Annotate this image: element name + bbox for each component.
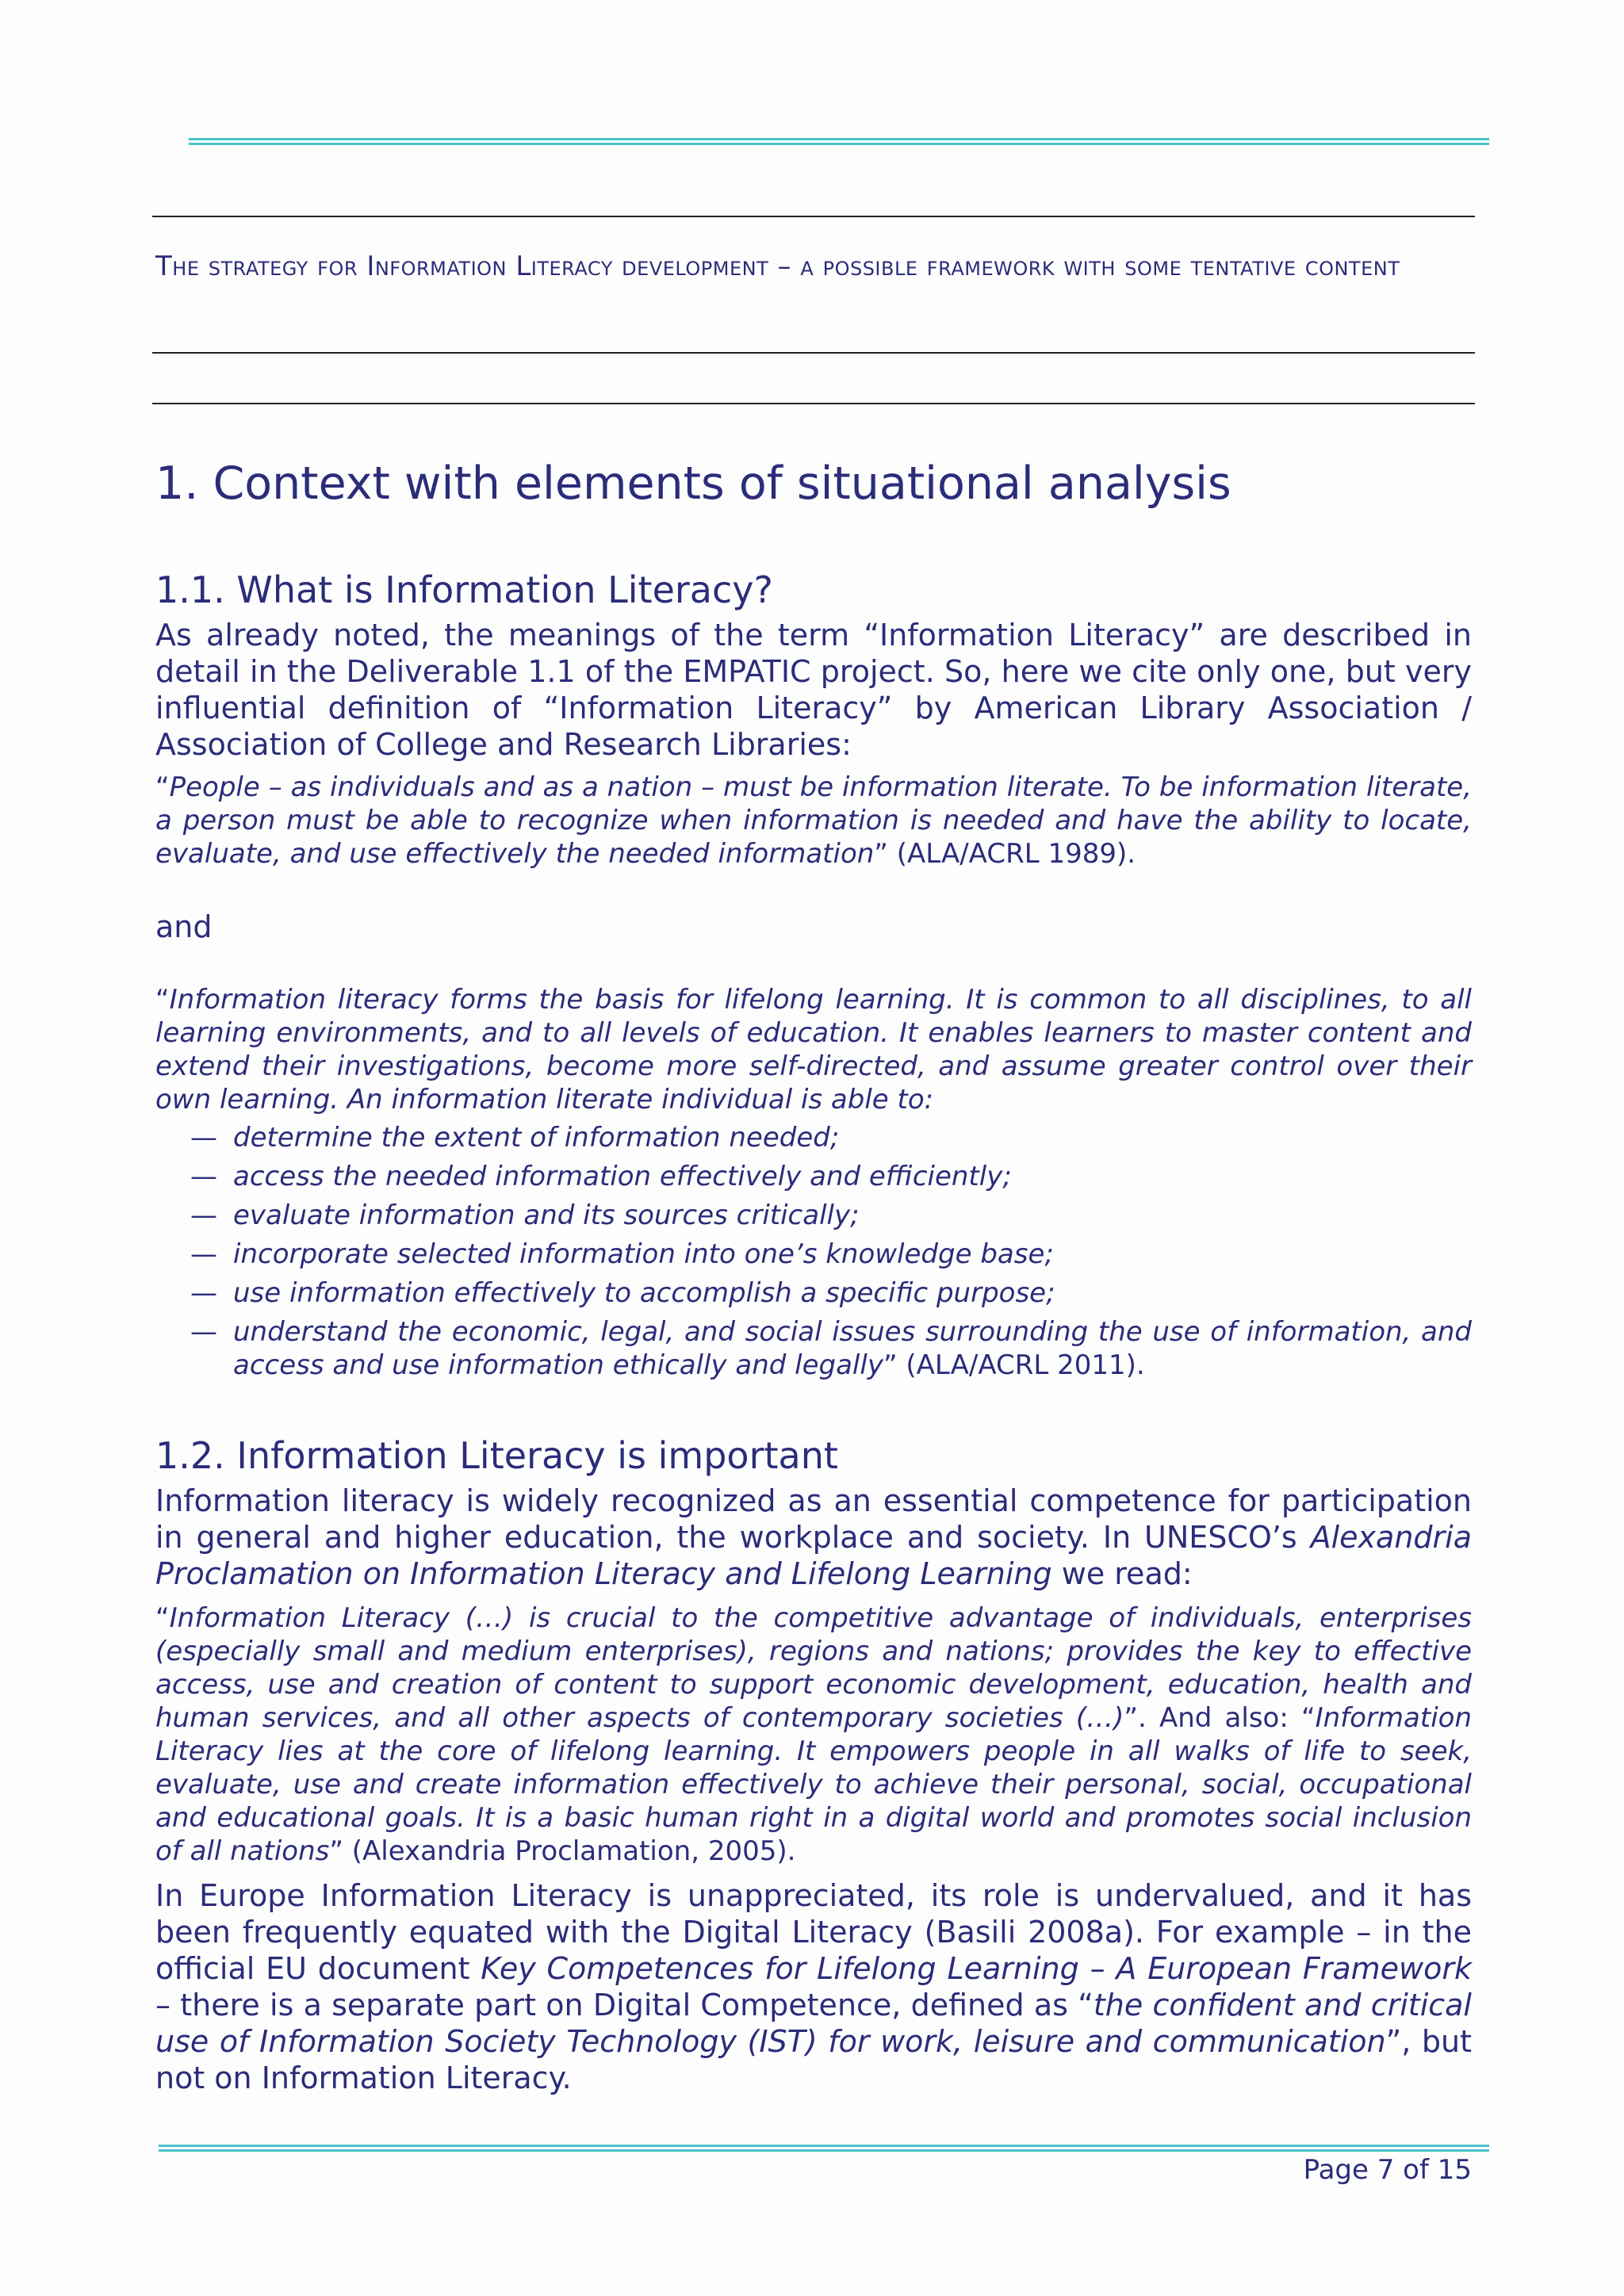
list-item	[155, 1315, 1472, 1382]
quote-connector: ”. And also: “	[1124, 1702, 1316, 1734]
title-bottom-rule	[152, 352, 1475, 354]
paragraph-text: In Europe Information Literacy is unappreciated, its role is undervalued, and it has been frequently equated with the Digital Literacy (Basili 2008a). For example – in the official EU document	[155, 1878, 1472, 1986]
list-item-text: incorporate selected information into one’s knowledge base;	[233, 1238, 1054, 1270]
list-item	[155, 1199, 1472, 1232]
list-item	[155, 1160, 1472, 1193]
quote-citation: ” (ALA/ACRL 2011).	[883, 1349, 1145, 1381]
paragraph-emphasis: the confident and critical use of Information Society Technology (IST) for work, leisure and communication	[155, 1988, 1472, 2059]
section-1-2-heading: 1.2. Information Literacy is important	[155, 1434, 838, 1477]
dash-bullet: —	[190, 1161, 217, 1192]
header-decorative-rule	[189, 138, 1489, 145]
quote-open-mark: “	[155, 1602, 170, 1634]
section-1-1-paragraph: As already noted, the meanings of the term “Information Literacy” are described in detail in the Deliverable 1.1 of the EMPATIC project. So, here we cite only one, but very influential definition of “Information Literacy” by American Library Association / Association of College and Research Libraries:	[155, 618, 1472, 762]
paragraph-text: – there is a separate part on Digital Competence, defined as “	[155, 1988, 1094, 2022]
dash-bullet: —	[190, 1316, 217, 1348]
quote-text: Information Literacy (…) is crucial to the competitive advantage of individuals, enterprises (especially small and medium enterprises), regions and nations; provides the key to effective access, use and creation of content to support economic development, education, health and human services, and all other aspects of contemporary societies (…)	[155, 1602, 1472, 1734]
title-top-rule	[152, 216, 1475, 217]
paragraph-emphasis: Key Competences for Lifelong Learning – A European Framework	[481, 1951, 1472, 1986]
list-item	[155, 1121, 1472, 1154]
list-item-text: understand the economic, legal, and social issues surrounding the use of information, and access and use information ethically and legally	[233, 1316, 1472, 1381]
list-item	[155, 1276, 1472, 1310]
section-1-1	[155, 566, 1472, 1387]
section-1-2-paragraph-2	[155, 1877, 1472, 2096]
section-1	[155, 455, 1472, 512]
competence-list	[155, 1121, 1472, 1382]
quote-text: People – as individuals and as a nation – must be information literate. To be information literate, a person must be able to recognize when information is needed and have the ability to locate, evaluate, and use effectively the needed information	[155, 771, 1472, 870]
and-connector: and	[155, 909, 213, 944]
document-title: The strategy for Information Literacy development – a possible framework with some tentative content	[155, 251, 1400, 282]
list-item-text: use information effectively to accomplish a specific purpose;	[233, 1277, 1055, 1309]
quote-text: Information literacy forms the basis for lifelong learning. It is common to all disciplines, to all learning environments, and to all levels of education. It enables learners to master content and extend their investigations, become more self-directed, and assume greater control over their own learning. An information literate individual is able to:	[155, 984, 1472, 1115]
alexandria-quote	[155, 1601, 1472, 1868]
page-number: Page 7 of 15	[1303, 2154, 1472, 2186]
list-item-text: access the needed information effectively and efficiently;	[233, 1161, 1012, 1192]
list-item	[155, 1238, 1472, 1271]
paragraph-text: we read:	[1051, 1556, 1193, 1591]
paragraph-emphasis: Alexandria Proclamation on Information Literacy and Lifelong Learning	[155, 1520, 1472, 1591]
quote-citation: ” (Alexandria Proclamation, 2005).	[329, 1835, 796, 1867]
section-1-heading: 1. Context with elements of situational analysis	[155, 457, 1231, 510]
section-1-1-heading: 1.1. What is Information Literacy?	[155, 568, 773, 611]
list-item-text: determine the extent of information needed;	[233, 1122, 840, 1154]
dash-bullet: —	[190, 1122, 217, 1154]
quote-open-mark: “	[155, 984, 170, 1016]
quote-text: Information Literacy lies at the core of lifelong learning. It empowers people in all walks of life to seek, evaluate, use and create information effectively to achieve their personal, social, occupational and educational goals. It is a basic human right in a digital world and promotes social inclusion of all nations	[155, 1702, 1473, 1867]
paragraph-text: ”, but not on Information Literacy.	[155, 2024, 1472, 2095]
dash-bullet: —	[190, 1277, 217, 1309]
quote-open-mark: “	[155, 771, 170, 803]
section-rule	[152, 403, 1475, 404]
paragraph-text: Information literacy is widely recognized as an essential competence for participation in general and higher education, the workplace and society. In UNESCO’s	[155, 1483, 1472, 1555]
quote-citation: ” (ALA/ACRL 1989).	[874, 838, 1136, 870]
footer-decorative-rule	[159, 2145, 1489, 2152]
dash-bullet: —	[190, 1238, 217, 1270]
list-item-text: evaluate information and its sources critically;	[233, 1200, 860, 1231]
section-1-2-paragraph-1	[155, 1483, 1472, 1592]
ala-2011-quote	[155, 983, 1472, 1116]
ala-1989-quote	[155, 771, 1472, 871]
dash-bullet: —	[190, 1200, 217, 1231]
section-1-2	[155, 1432, 1472, 2096]
